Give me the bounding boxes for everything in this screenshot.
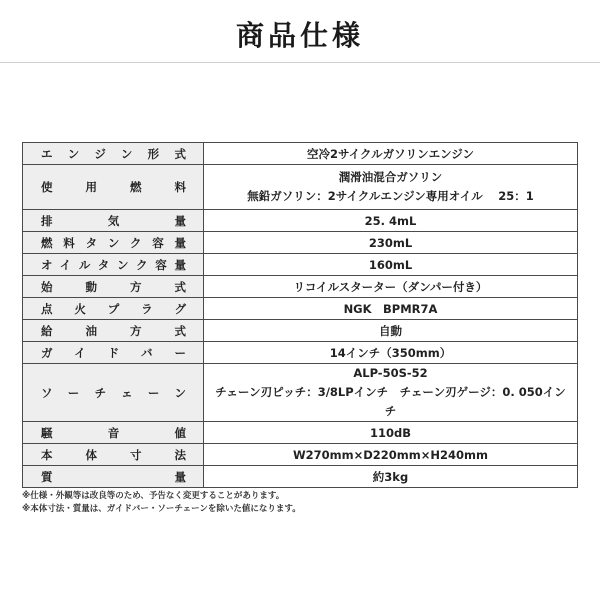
spec-label: 騒音値 <box>23 422 204 444</box>
spec-value-line: 潤滑油混合ガソリン <box>338 170 443 184</box>
spec-row-displacement <box>23 210 578 232</box>
spec-label: 本体寸法 <box>23 444 204 466</box>
spec-label: 燃料タンク容量 <box>23 232 204 254</box>
spec-label: ソーチェーン <box>23 364 204 422</box>
spec-row-saw-chain <box>23 364 578 422</box>
spec-value: 230mL <box>204 232 578 254</box>
spec-label: 排気量 <box>23 210 204 232</box>
spec-value: 160mL <box>204 254 578 276</box>
spec-label: 点火プラグ <box>23 298 204 320</box>
spec-value-line: 無鉛ガソリン：2サイクルエンジン専用オイル 25：1 <box>247 189 534 203</box>
footnote: ※仕様・外観等は改良等のため、予告なく変更することがあります。 <box>22 491 285 501</box>
spec-row-fuel-tank <box>23 232 578 254</box>
spec-value: 自動 <box>204 320 578 342</box>
spec-value: W270mm×D220mm×H240mm <box>204 444 578 466</box>
page-title: 商品仕様 <box>235 19 364 52</box>
spec-value: NGK BPMR7A <box>204 298 578 320</box>
title-divider <box>0 62 600 63</box>
spec-value: 空冷2サイクルガソリンエンジン <box>204 143 578 165</box>
spec-row-spark-plug <box>23 298 578 320</box>
spec-label: 給油方式 <box>23 320 204 342</box>
spec-row-noise <box>23 422 578 444</box>
spec-label: 始動方式 <box>23 276 204 298</box>
footnote: ※本体寸法・質量は、ガイドバー・ソーチェーンを除いた値になります。 <box>22 504 301 514</box>
spec-value: 25. 4mL <box>204 210 578 232</box>
spec-value <box>204 364 578 422</box>
spec-row-fuel <box>23 165 578 210</box>
spec-row-weight <box>23 466 578 488</box>
spec-value: 110dB <box>204 422 578 444</box>
spec-label: 使用燃料 <box>23 165 204 210</box>
spec-table <box>22 142 578 488</box>
spec-value: 約3kg <box>204 466 578 488</box>
footnotes <box>22 490 301 516</box>
spec-row-dimensions <box>23 444 578 466</box>
spec-value <box>204 165 578 210</box>
spec-label: オイルタンク容量 <box>23 254 204 276</box>
spec-row-guide-bar <box>23 342 578 364</box>
spec-value: リコイルスターター（ダンパー付き） <box>204 276 578 298</box>
spec-label: ガイドバー <box>23 342 204 364</box>
spec-value: 14インチ（350mm） <box>204 342 578 364</box>
spec-row-engine-type <box>23 143 578 165</box>
spec-row-starting-method <box>23 276 578 298</box>
spec-row-oiling-method <box>23 320 578 342</box>
spec-row-oil-tank <box>23 254 578 276</box>
spec-label: 質量 <box>23 466 204 488</box>
spec-value-line: ALP-50S-52 <box>353 366 428 380</box>
spec-value-line: チェーン刃ピッチ：3/8LPインチ チェーン刃ゲージ：0. 050インチ <box>215 385 566 418</box>
spec-label: エンジン形式 <box>23 143 204 165</box>
